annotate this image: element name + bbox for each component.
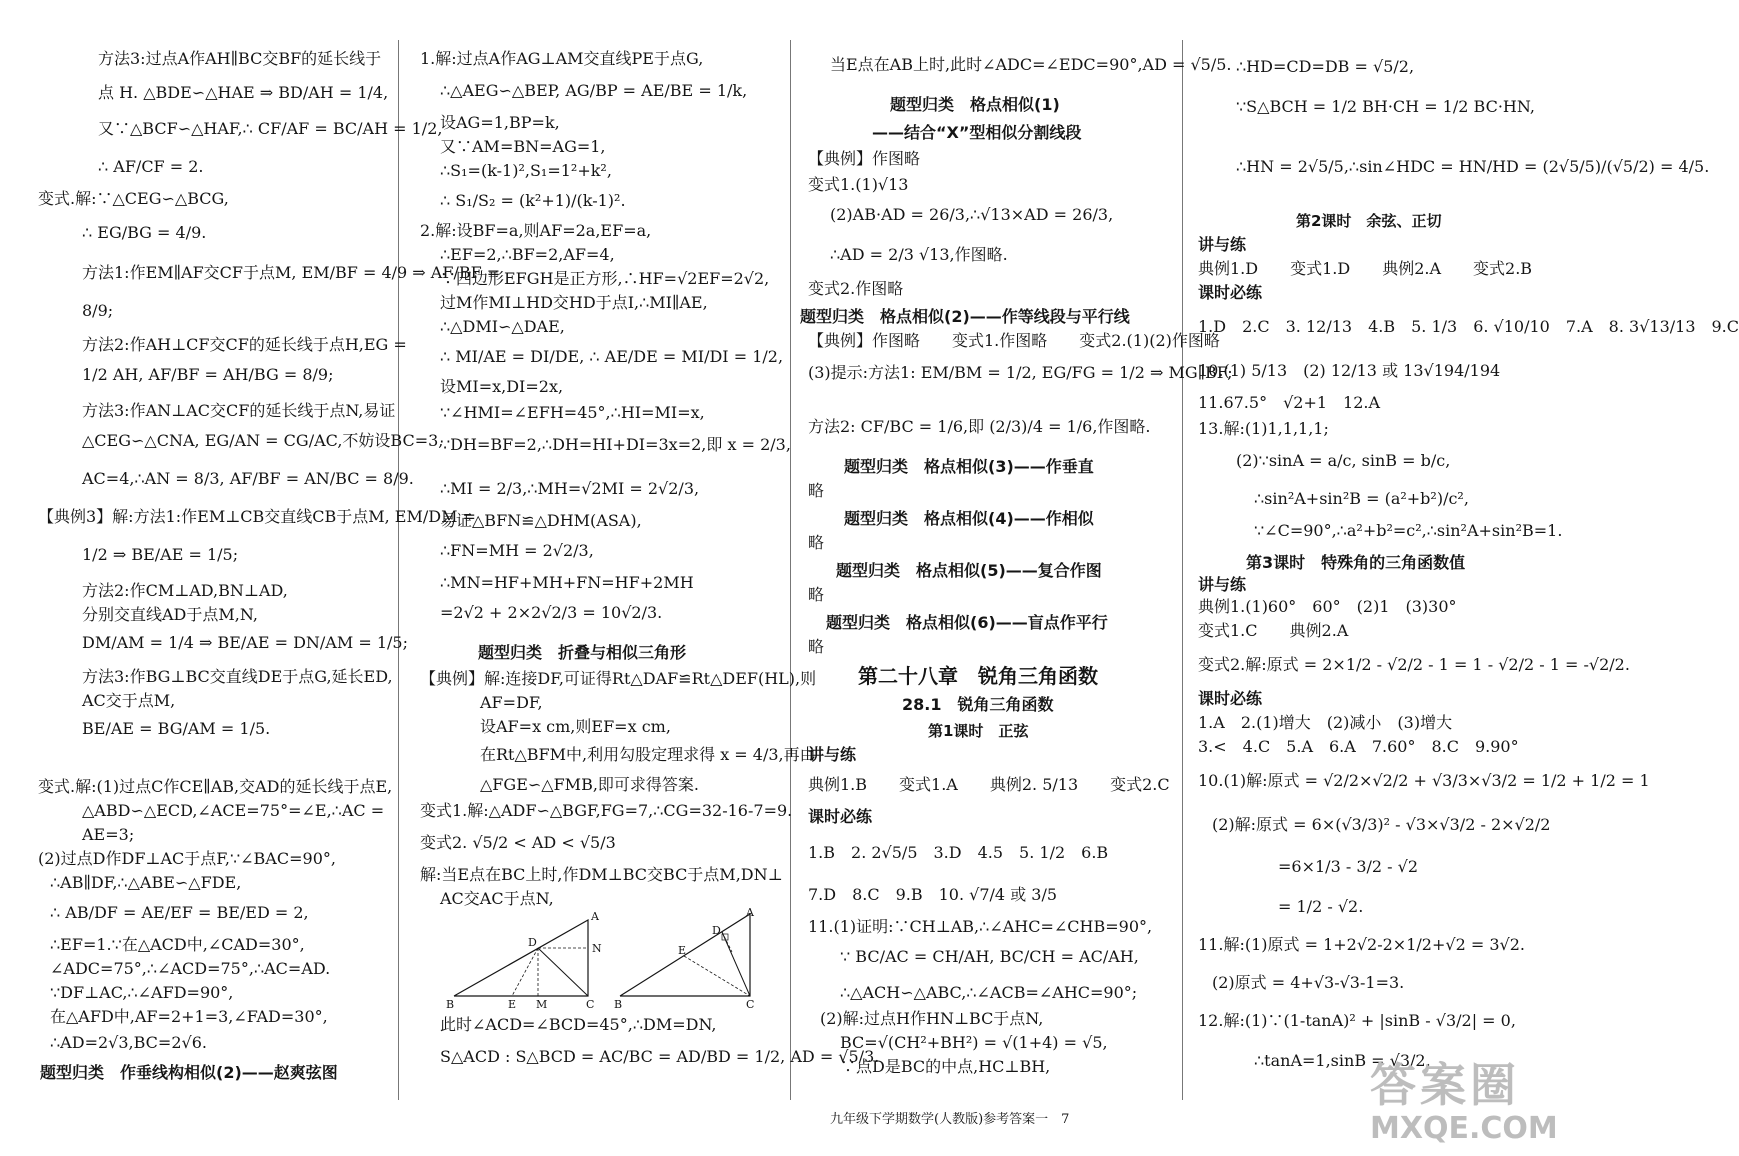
- text-line: 解:当E点在BC上时,作DM⊥BC交BC于点M,DN⊥: [420, 865, 783, 884]
- figure-label: D: [712, 924, 721, 937]
- text-line: AC=4,∴AN = 8/3, AF/BF = AN/BC = 8/9.: [82, 469, 414, 488]
- text-line: ∴ AF/CF = 2.: [98, 157, 204, 176]
- watermark-logo-text: 答案圈: [1370, 1058, 1520, 1112]
- text-line: ∴AD=2√3,BC=2√6.: [50, 1033, 207, 1052]
- text-line: △FGE∽△FMB,即可求得答案.: [480, 775, 699, 794]
- figure-label: C: [586, 998, 595, 1011]
- text-line: 11.解:(1)原式 = 1+2√2-2×1/2+√2 = 3√2.: [1198, 935, 1525, 954]
- text-line: ∴ S₁/S₂ = (k²+1)/(k-1)².: [440, 191, 626, 210]
- text-line: =2√2 + 2×2√2/3 = 10√2/3.: [440, 603, 663, 622]
- text-line: ∵点D是BC的中点,HC⊥BH,: [840, 1057, 1051, 1076]
- text-line: △CEG∽△CNA, EG/AN = CG/AC,不妨设BC=3,: [82, 431, 444, 450]
- chapter-title: 第二十八章 锐角三角函数: [858, 664, 1098, 688]
- text-line: 【典例】解:连接DF,可证得Rt△DAF≌Rt△DEF(HL),则: [420, 669, 817, 688]
- text-line: 方法3:作AN⊥AC交CF的延长线于点N,易证: [82, 401, 396, 420]
- text-line: 方法3:作BG⊥BC交直线DE于点G,延长ED,: [82, 667, 393, 686]
- text-line: 略: [808, 637, 825, 656]
- text-line: 1.A 2.(1)增大 (2)减小 (3)增大: [1198, 713, 1453, 732]
- text-line: 1.解:过点A作AG⊥AM交直线PE于点G,: [420, 49, 704, 68]
- text-line: 11.(1)证明:∵CH⊥AB,∴∠AHC=∠CHB=90°,: [808, 917, 1153, 936]
- text-line: ∵∠C=90°,∴a²+b²=c²,∴sin²A+sin²B=1.: [1254, 521, 1563, 540]
- lesson-title: 第2课时 余弦、正切: [1296, 212, 1442, 230]
- text-line: ∴△DMI∽△DAE,: [440, 317, 565, 336]
- text-line: =6×1/3 - 3/2 - √2: [1278, 857, 1419, 876]
- text-line: 10.(1) 5/13 (2) 12/13 或 13√194/194: [1198, 361, 1501, 380]
- text-line: 典例1.B 变式1.A 典例2. 5/13 变式2.C: [808, 775, 1170, 794]
- text-line: 7.D 8.C 9.B 10. √7/4 或 3/5: [808, 885, 1058, 904]
- text-line: 1/2 ⇒ BE/AE = 1/5;: [82, 545, 239, 564]
- section-heading: 题型归类 格点相似(4)——作相似: [844, 509, 1094, 528]
- section-heading: 题型归类 格点相似(2)——作等线段与平行线: [800, 307, 1130, 326]
- text-line: ∴△AEG∽△BEP, AG/BP = AE/BE = 1/k,: [440, 81, 748, 100]
- text-line: 1.D 2.C 3. 12/13 4.B 5. 1/3 6. √10/10 7.A 8. 3√13/13 9.C: [1198, 317, 1739, 336]
- text-line: 略: [808, 481, 825, 500]
- text-line: 课时必练: [1198, 283, 1263, 302]
- text-line: 12.解:(1)∵(1-tanA)² + |sinB - √3/2| = 0,: [1198, 1011, 1516, 1030]
- text-line: 典例1.(1)60° 60° (2)1 (3)30°: [1198, 597, 1457, 616]
- column-separator: [790, 40, 791, 1100]
- text-line: 变式.解:(1)过点C作CE∥AB,交AD的延长线于点E,: [38, 777, 393, 796]
- figure-label: E: [508, 998, 517, 1011]
- text-line: = 1/2 - √2.: [1278, 897, 1364, 916]
- text-line: ∴HD=CD=DB = √5/2,: [1236, 57, 1415, 76]
- text-line: ∴△ACH∽△ABC,∴∠ACB=∠AHC=90°;: [840, 983, 1138, 1002]
- section-heading: 题型归类 格点相似(3)——作垂直: [844, 457, 1094, 476]
- text-line: ∴AD = 2/3 √13,作图略.: [830, 245, 1008, 264]
- text-line: AF=DF,: [480, 693, 543, 712]
- text-line: 分别交直线AD于点M,N,: [82, 605, 258, 624]
- text-line: (2)∵sinA = a/c, sinB = b/c,: [1236, 451, 1451, 470]
- text-line: 方法2:作AH⊥CF交CF的延长线于点H,EG =: [82, 335, 407, 354]
- text-line: 设AF=x cm,则EF=x cm,: [480, 717, 671, 736]
- text-line: 课时必练: [808, 807, 873, 826]
- text-line: 10.(1)解:原式 = √2/2×√2/2 + √3/3×√3/2 = 1/2 + 1/2 = 1: [1198, 771, 1650, 790]
- text-line: AE=3;: [82, 825, 135, 844]
- text-line: ∵S△BCH = 1/2 BH·CH = 1/2 BC·HN,: [1236, 97, 1535, 116]
- text-line: 13.解:(1)1,1,1,1;: [1198, 419, 1329, 438]
- triangle-figure-1: [440, 908, 610, 1012]
- text-line: 设MI=x,DI=2x,: [440, 377, 564, 396]
- column-separator: [398, 40, 399, 1100]
- text-line: 略: [808, 533, 825, 552]
- text-line: ∵DH=BF=2,∴DH=HI+DI=3x=2,即 x = 2/3,: [440, 435, 791, 454]
- text-line: 变式2.解:原式 = 2×1/2 - √2/2 - 1 = 1 - √2/2 - 1 = -√2/2.: [1198, 655, 1630, 674]
- text-line: △ABD∽△ECD,∠ACE=75°=∠E,∴AC =: [82, 801, 385, 820]
- text-line: 【典例】作图略: [808, 149, 921, 168]
- text-line: 3.< 4.C 5.A 6.A 7.60° 8.C 9.90°: [1198, 737, 1519, 756]
- text-line: ∵∠HMI=∠EFH=45°,∴HI=MI=x,: [440, 403, 705, 422]
- text-line: ∴ EG/BG = 4/9.: [82, 223, 207, 242]
- text-line: 变式1.(1)√13: [808, 175, 909, 194]
- text-line: ∴MN=HF+MH+FN=HF+2MH: [440, 573, 694, 592]
- text-line: ∴ MI/AE = DI/DE, ∴ AE/DE = MI/DI = 1/2,: [440, 347, 784, 366]
- figure-label: B: [446, 998, 455, 1011]
- text-line: (2)解:过点H作HN⊥BC于点N,: [820, 1009, 1044, 1028]
- text-line: 变式2. √5/2 < AD < √5/3: [420, 833, 616, 852]
- figure-label: M: [536, 998, 548, 1011]
- text-line: (2)过点D作DF⊥AC于点F,∵∠BAC=90°,: [38, 849, 336, 868]
- text-line: 又∵△BCF∽△HAF,∴ CF/AF = BC/AH = 1/2,: [98, 119, 443, 138]
- text-line: 方法1:作EM∥AF交CF于点M, EM/BF = 4/9 ⇒ AF/BF =: [82, 263, 501, 282]
- text-line: ∵ BC/AC = CH/AH, BC/CH = AC/AH,: [840, 947, 1139, 966]
- text-line: 变式.解:∵△CEG∽△BCG,: [38, 189, 229, 208]
- section-heading: 题型归类 作垂线构相似(2)——赵爽弦图: [40, 1063, 338, 1082]
- text-line: (3)提示:方法1: EM/BM = 1/2, EG/FG = 1/2 ⇒ MG∥BF;: [808, 363, 1233, 382]
- text-line: 变式1.C 典例2.A: [1198, 621, 1349, 640]
- text-line: ∴EF=2,∴BF=2,AF=4,: [440, 245, 615, 264]
- text-line: 又∵AM=BN=AG=1,: [440, 137, 606, 156]
- text-line: (2)解:原式 = 6×(√3/3)² - √3×√3/2 - 2×√2/2: [1212, 815, 1551, 834]
- section-heading: 题型归类 格点相似(6)——盲点作平行: [826, 613, 1108, 632]
- text-line: 【典例3】解:方法1:作EM⊥CB交直线CB于点M, EM/DM =: [38, 507, 476, 526]
- text-line: 典例1.D 变式1.D 典例2.A 变式2.B: [1198, 259, 1533, 278]
- text-line: 变式1.解:△ADF∽△BGF,FG=7,∴CG=32-16-7=9.: [420, 801, 793, 820]
- text-line: 讲与练: [808, 745, 857, 764]
- text-line: ∴EF=1.∵在△ACD中,∠CAD=30°,: [50, 935, 305, 954]
- text-line: 在△AFD中,AF=2+1=3,∠FAD=30°,: [50, 1007, 328, 1026]
- figure-label: A: [746, 906, 754, 919]
- text-line: 11.67.5° √2+1 12.A: [1198, 393, 1381, 412]
- section-heading: 题型归类 格点相似(1): [890, 95, 1060, 114]
- text-line: ∴tanA=1,sinB = √3/2.: [1254, 1051, 1431, 1070]
- text-line: ∵DF⊥AC,∴∠AFD=90°,: [50, 983, 234, 1002]
- text-line: ∴S₁=(k-1)²,S₁=1²+k²,: [440, 161, 612, 180]
- text-line: 略: [808, 585, 825, 604]
- text-line: ∵四边形EFGH是正方形,∴HF=√2EF=2√2,: [440, 269, 770, 288]
- text-line: 方法2:作CM⊥AD,BN⊥AD,: [82, 581, 288, 600]
- text-line: BC=√(CH²+BH²) = √(1+4) = √5,: [840, 1033, 1108, 1052]
- text-line: 课时必练: [1198, 689, 1263, 708]
- text-line: ∴FN=MH = 2√2/3,: [440, 541, 594, 560]
- text-line: 当E点在AB上时,此时∠ADC=∠EDC=90°,AD = √5/5.: [830, 55, 1232, 74]
- text-line: (2)原式 = 4+√3-√3-1=3.: [1212, 973, 1405, 992]
- text-line: 讲与练: [1198, 575, 1247, 594]
- lesson-title: 第1课时 正弦: [928, 722, 1029, 740]
- text-line: ∴MI = 2/3,∴MH=√2MI = 2√2/3,: [440, 479, 700, 498]
- text-line: 设AG=1,BP=k,: [440, 113, 560, 132]
- text-line: 1/2 AH, AF/BF = AH/BG = 8/9;: [82, 365, 334, 384]
- section-title: 28.1 锐角三角函数: [902, 695, 1054, 714]
- watermark-url: MXQE.COM: [1370, 1111, 1558, 1146]
- text-line: 过M作MI⊥HD交HD于点I,∴MI∥AE,: [440, 293, 708, 312]
- figure-label: B: [614, 998, 623, 1011]
- figure-label: A: [591, 910, 599, 923]
- text-line: 方法3:过点A作AH∥BC交BF的延长线于: [98, 49, 382, 68]
- text-line: 点 H. △BDE∽△HAE ⇒ BD/AH = 1/4,: [98, 83, 389, 102]
- text-line: 【典例】作图略 变式1.作图略 变式2.(1)(2)作图略: [808, 331, 1220, 350]
- figure-label: E: [678, 944, 687, 957]
- text-line: 1.B 2. 2√5/5 3.D 4.5 5. 1/2 6.B: [808, 843, 1109, 862]
- text-line: 此时∠ACD=∠BCD=45°,∴DM=DN,: [440, 1015, 717, 1034]
- text-line: ∴ AB/DF = AE/EF = BE/ED = 2,: [50, 903, 309, 922]
- text-line: 8/9;: [82, 301, 114, 320]
- section-heading: 题型归类 格点相似(5)——复合作图: [836, 561, 1102, 580]
- text-line: ∴HN = 2√5/5,∴sin∠HDC = HN/HD = (2√5/5)/(√5/2) = 4/5.: [1236, 157, 1710, 176]
- section-heading: 题型归类 折叠与相似三角形: [478, 643, 687, 662]
- site-watermark: [1370, 1058, 1580, 1154]
- text-line: 变式2.作图略: [808, 279, 904, 298]
- column-separator: [1182, 40, 1183, 1100]
- text-line: 方法2: CF/BC = 1/6,即 (2/3)/4 = 1/6,作图略.: [808, 417, 1151, 436]
- text-line: 讲与练: [1198, 235, 1247, 254]
- text-line: S△ACD : S△BCD = AC/BC = AD/BD = 1/2, AD = √5/3.: [440, 1047, 880, 1066]
- text-line: ∠ADC=75°,∴∠ACD=75°,∴AC=AD.: [50, 959, 331, 978]
- lesson-title: 第3课时 特殊角的三角函数值: [1246, 553, 1466, 572]
- text-line: 在Rt△BFM中,利用勾股定理求得 x = 4/3,再由: [480, 745, 816, 764]
- text-line: BE/AE = BG/AM = 1/5.: [82, 719, 271, 738]
- figure-label: C: [746, 998, 755, 1011]
- text-line: AC交于点M,: [82, 691, 176, 710]
- page-footer: 九年级下学期数学(人教版)参考答案一 7: [830, 1112, 1070, 1127]
- text-line: AC交AC于点N,: [440, 889, 554, 908]
- section-heading: ——结合“X”型相似分割线段: [872, 123, 1082, 142]
- figure-label: D: [528, 936, 537, 949]
- text-line: 易证△BFN≌△DHM(ASA),: [440, 511, 642, 530]
- triangle-figure-2: [612, 906, 762, 1012]
- text-line: DM/AM = 1/4 ⇒ BE/AE = DN/AM = 1/5;: [82, 633, 408, 652]
- text-line: ∴sin²A+sin²B = (a²+b²)/c²,: [1254, 489, 1469, 508]
- text-line: (2)AB·AD = 26/3,∴√13×AD = 26/3,: [830, 205, 1114, 224]
- figure-label: N: [592, 942, 602, 955]
- text-line: ∴AB∥DF,∴△ABE∽△FDE,: [50, 873, 242, 892]
- text-line: 2.解:设BF=a,则AF=2a,EF=a,: [420, 221, 652, 240]
